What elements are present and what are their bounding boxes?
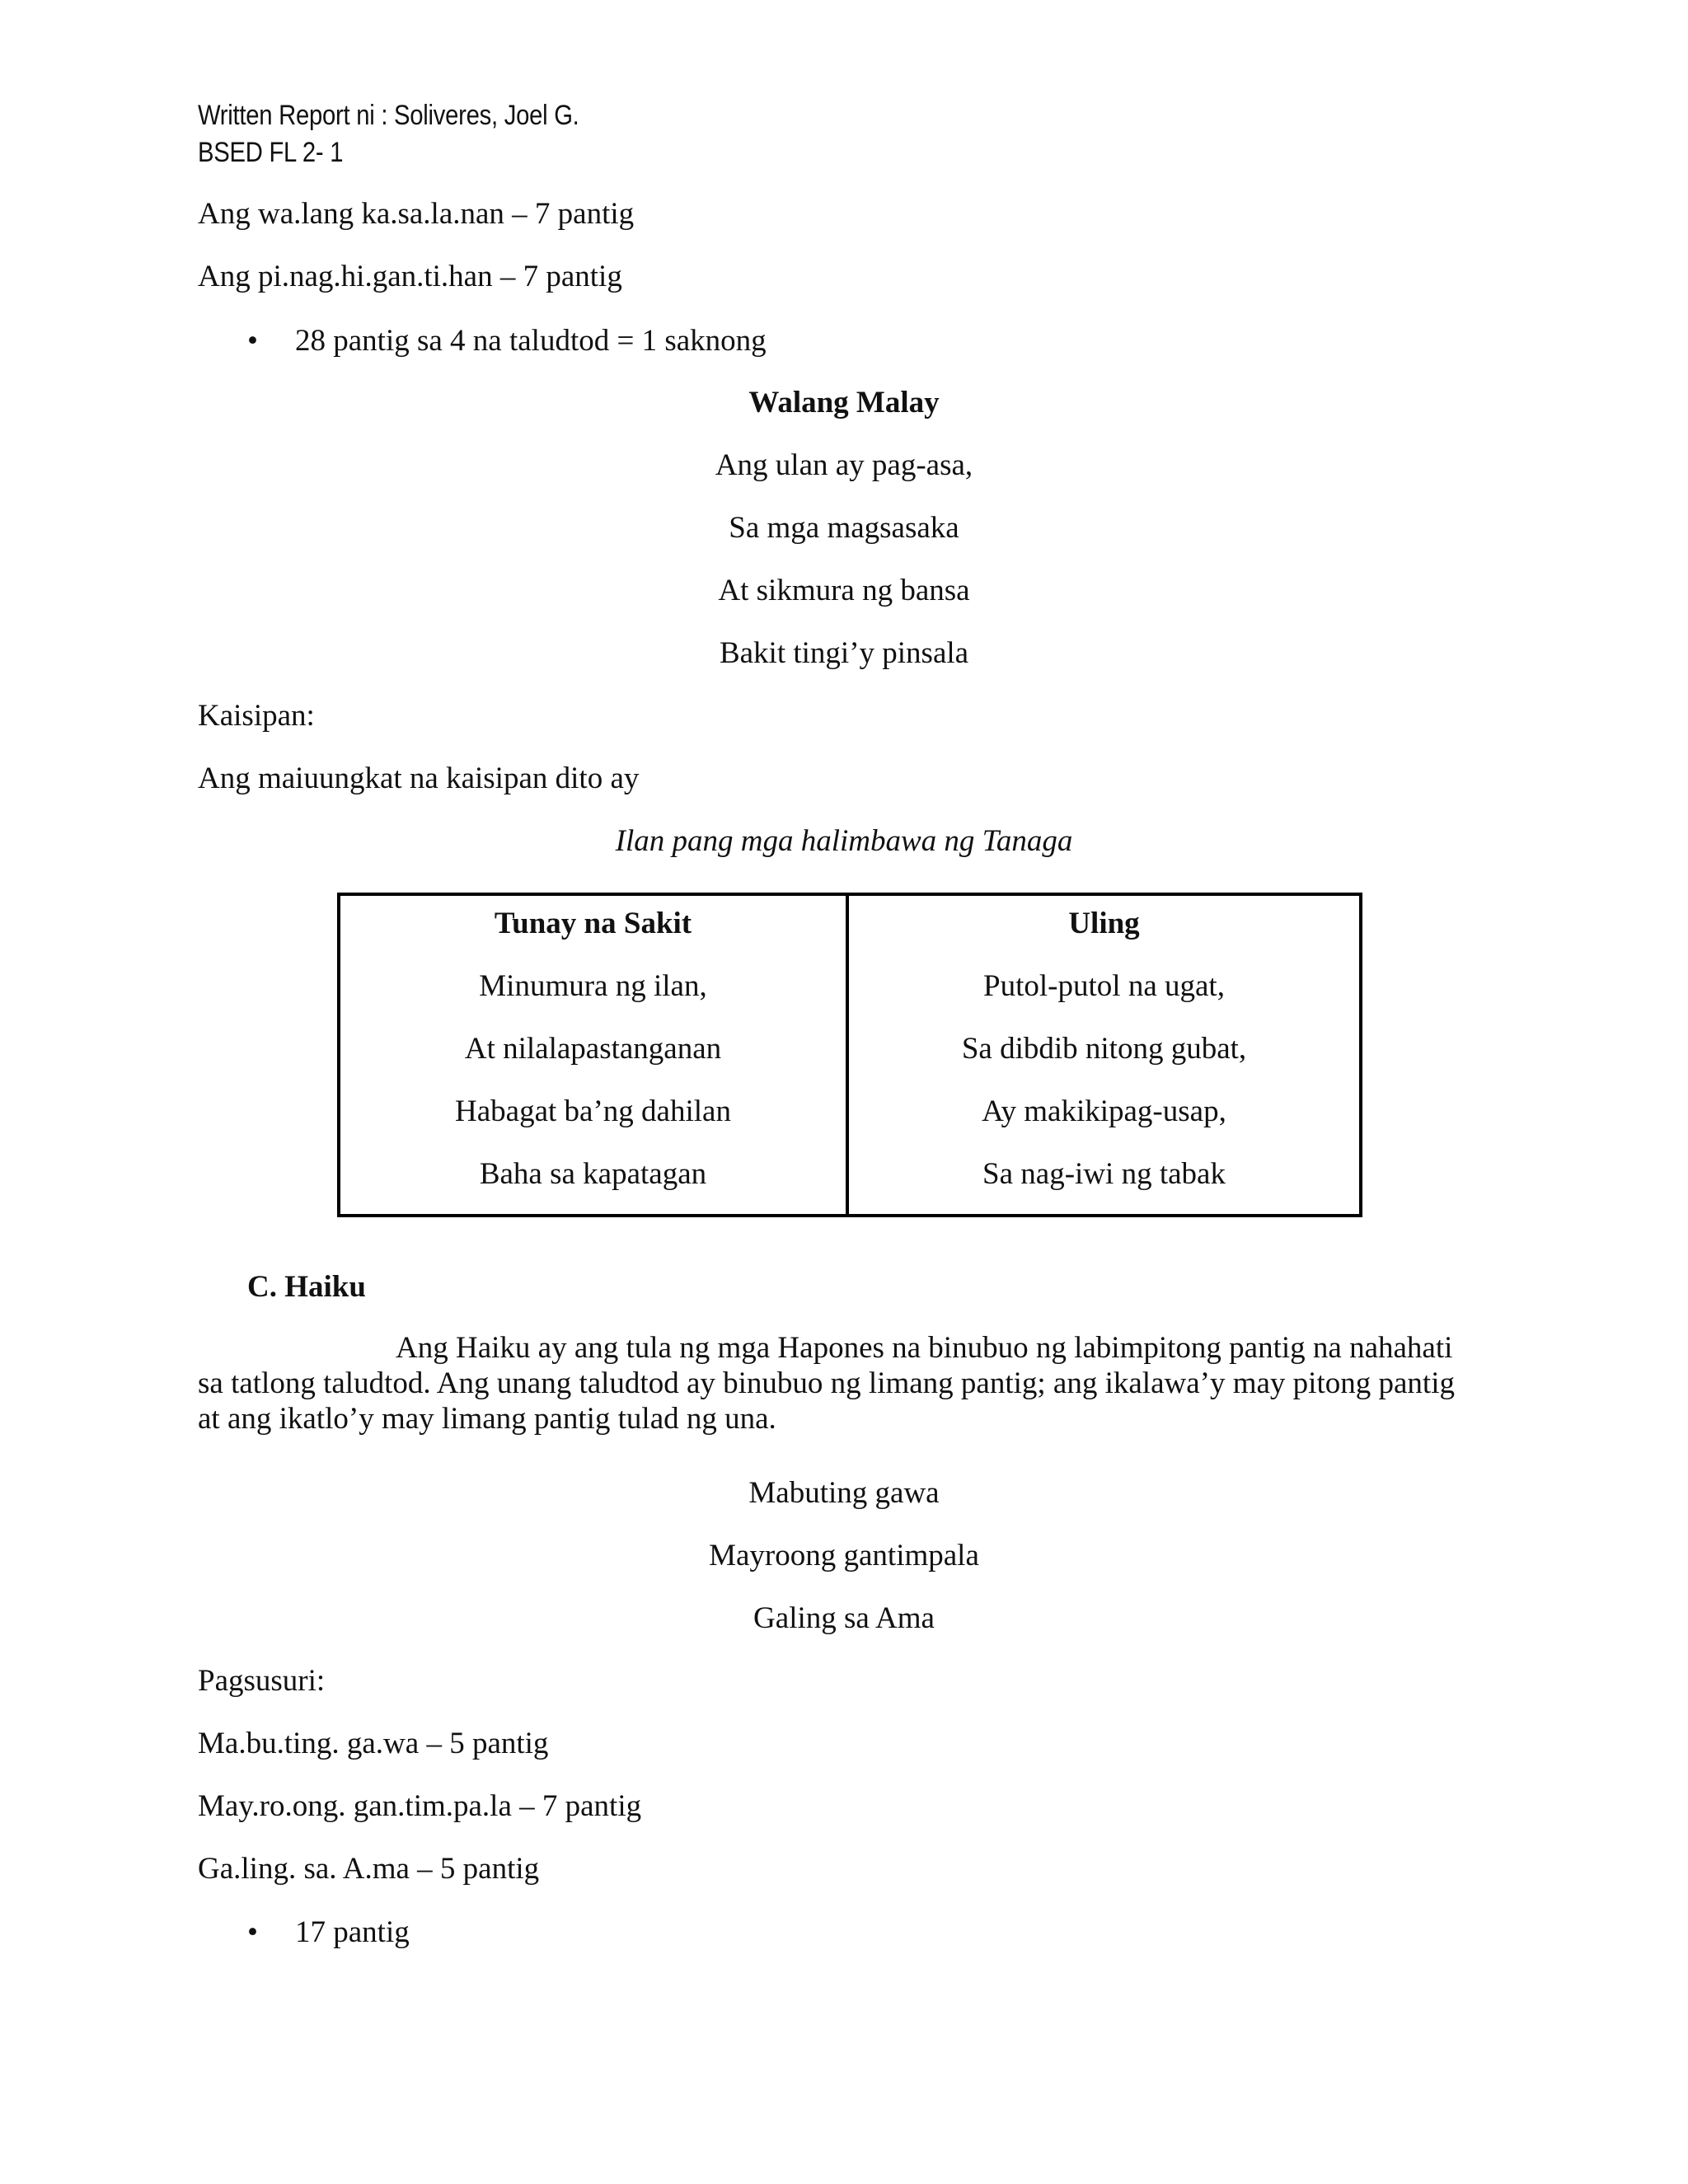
bullet-icon: • bbox=[247, 1915, 258, 1949]
tanaga-title: Uling bbox=[1068, 907, 1140, 940]
poem-line: Mayroong gantimpala bbox=[709, 1539, 979, 1572]
poem-line: Bakit tingi’y pinsala bbox=[719, 636, 969, 670]
poem-line: Sa mga magsasaka bbox=[729, 511, 959, 545]
kaisipan-text: Ang maiuungkat na kaisipan dito ay bbox=[198, 762, 640, 795]
poem-line: At sikmura ng bansa bbox=[718, 574, 970, 607]
bullet-item: 28 pantig sa 4 na taludtod = 1 saknong bbox=[295, 324, 767, 358]
section-line: BSED FL 2- 1 bbox=[198, 137, 344, 168]
poem-line: Galing sa Ama bbox=[753, 1601, 935, 1635]
syllabication-line: Ang pi.nag.hi.gan.ti.han – 7 pantig bbox=[198, 260, 622, 293]
tanaga-line: Putol-putol na ugat, bbox=[983, 969, 1225, 1003]
tanaga-column-right bbox=[849, 896, 1359, 1214]
tanaga-line: Baha sa kapatagan bbox=[479, 1157, 707, 1191]
tanaga-title: Tunay na Sakit bbox=[494, 907, 692, 940]
tanaga-line: Ay makikipag-usap, bbox=[982, 1094, 1226, 1128]
syllabication-line: Ma.bu.ting. ga.wa – 5 pantig bbox=[198, 1727, 549, 1760]
bullet-item: 17 pantig bbox=[295, 1915, 410, 1949]
syllabication-line: Ang wa.lang ka.sa.la.nan – 7 pantig bbox=[198, 197, 635, 231]
pagsusuri-label: Pagsusuri: bbox=[198, 1664, 326, 1698]
syllabication-line: Ga.ling. sa. A.ma – 5 pantig bbox=[198, 1852, 540, 1886]
haiku-paragraph: Ang Haiku ay ang tula ng mga Hapones na binubuo ng labimpitong pantig na nahahati sa tatlong taludtod. Ang unang taludtod ay binubuo ng limang pantig; ang ikalawa’y may pitong pantig at ang ikatlo’y may limang pantig tulad ng una. bbox=[198, 1331, 1455, 1436]
bullet-icon: • bbox=[247, 324, 258, 358]
poem-line: Mabuting gawa bbox=[748, 1476, 940, 1510]
poem-title: Walang Malay bbox=[748, 386, 940, 419]
tanaga-column-left bbox=[340, 896, 846, 1214]
kaisipan-label: Kaisipan: bbox=[198, 699, 315, 733]
tanaga-line: Habagat ba’ng dahilan bbox=[455, 1094, 731, 1128]
section-heading: C. Haiku bbox=[247, 1270, 366, 1304]
tanaga-line: Minumura ng ilan, bbox=[479, 969, 707, 1003]
syllabication-line: May.ro.ong. gan.tim.pa.la – 7 pantig bbox=[198, 1789, 642, 1823]
author-line: Written Report ni : Soliveres, Joel G. bbox=[198, 100, 579, 131]
tanaga-table bbox=[337, 893, 1362, 1217]
tanaga-line: Sa dibdib nitong gubat, bbox=[961, 1032, 1247, 1066]
examples-caption: Ilan pang mga halimbawa ng Tanaga bbox=[615, 824, 1073, 858]
tanaga-line: At nilalapastanganan bbox=[464, 1032, 722, 1066]
poem-line: Ang ulan ay pag-asa, bbox=[715, 448, 973, 482]
report-header bbox=[198, 97, 579, 171]
tanaga-line: Sa nag-iwi ng tabak bbox=[982, 1157, 1226, 1191]
